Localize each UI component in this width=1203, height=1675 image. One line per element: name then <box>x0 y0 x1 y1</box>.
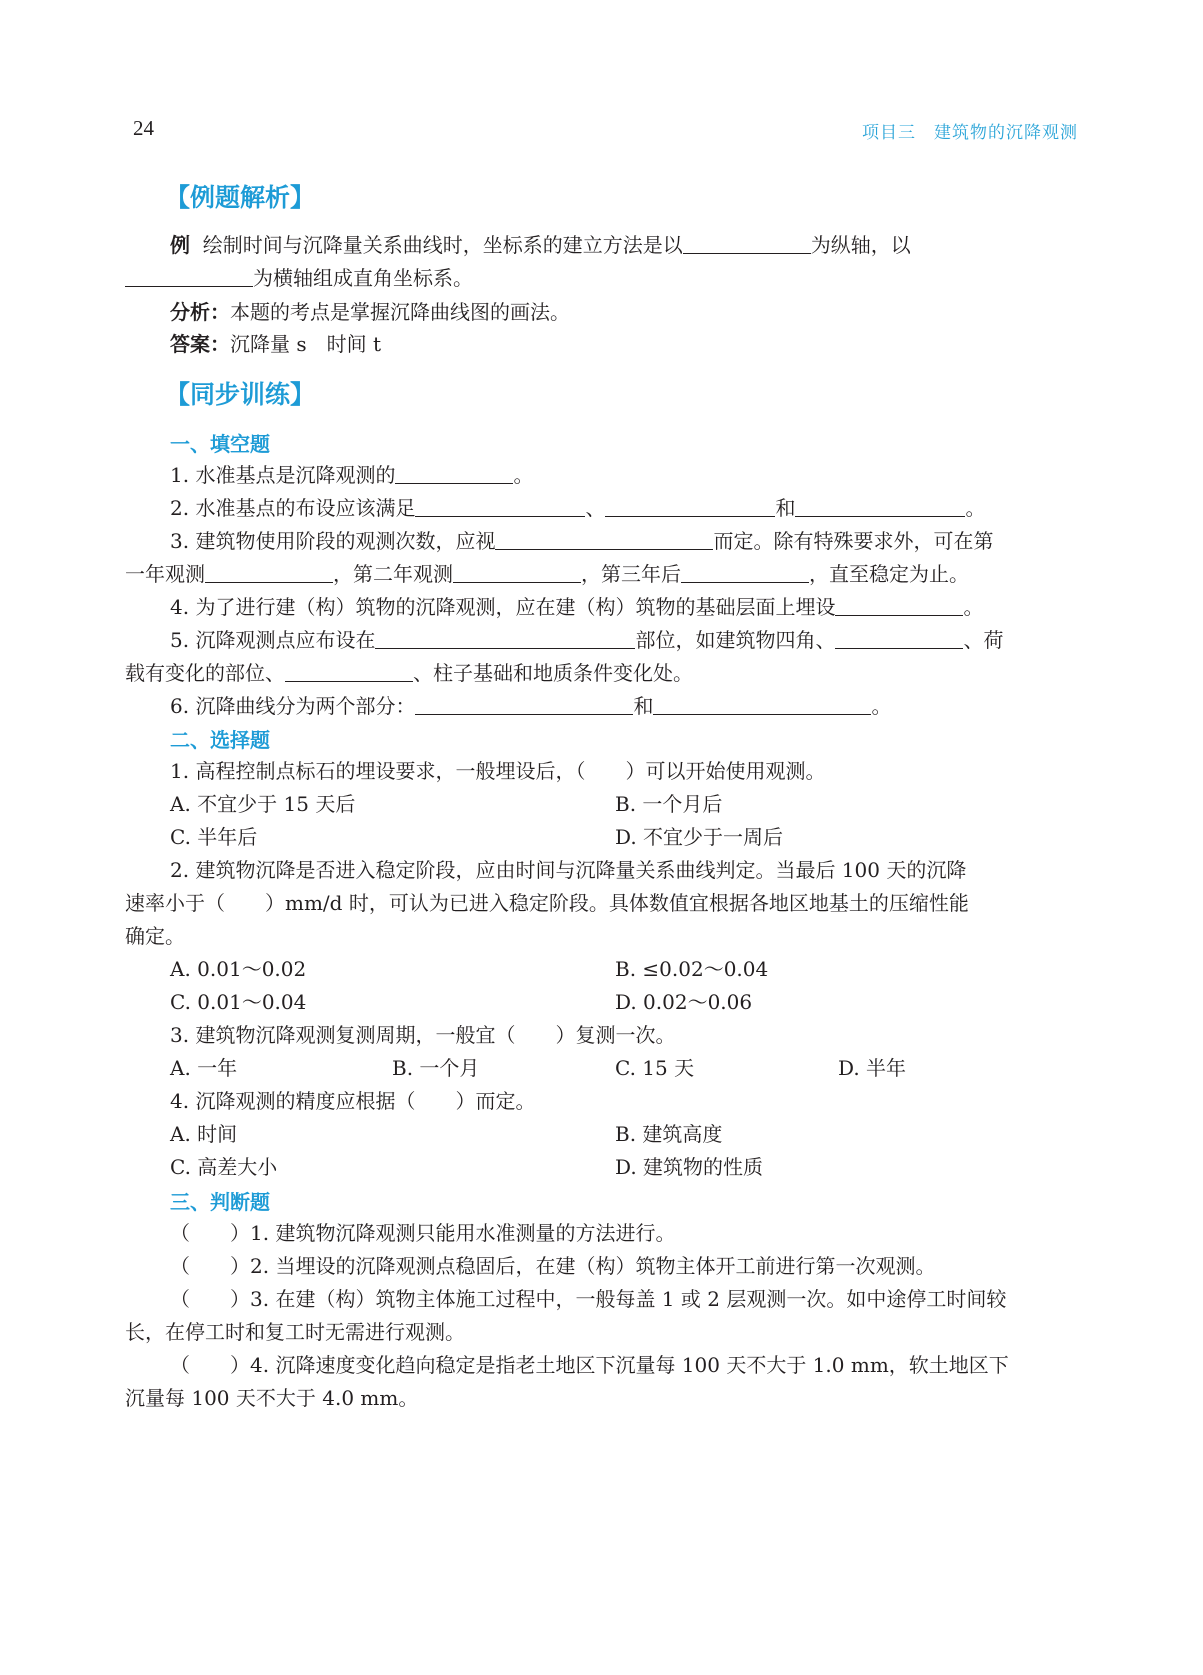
judge-q3-line1: （ ）3. 在建（构）筑物主体施工过程中，一般每盖 1 或 2 层观测一次。如中途停工时间较 <box>170 1287 1007 1311</box>
fill-q4 <box>170 593 983 621</box>
fill-q3-line2 <box>125 560 969 588</box>
choice-q1: 1. 高程控制点标石的埋设要求，一般埋设后，（ ）可以开始使用观测。 <box>170 759 826 783</box>
fill-q5-line1 <box>170 626 1003 654</box>
analysis-text: 本题的考点是掌握沉降曲线图的画法。 <box>230 300 570 324</box>
judge-heading: 三、判断题 <box>170 1190 270 1214</box>
blank <box>795 496 965 517</box>
blank <box>375 628 635 649</box>
blank <box>835 628 963 649</box>
running-title: 项目三 建筑物的沉降观测 <box>862 123 1078 143</box>
judge-q1: （ ）1. 建筑物沉降观测只能用水准测量的方法进行。 <box>170 1221 676 1245</box>
choice-q3-option-d: D. 半年 <box>838 1056 907 1080</box>
blank <box>683 233 811 254</box>
answer-label: 答案： <box>170 332 230 356</box>
fill-q2-text: 2. 水准基点的布设应该满足 <box>170 496 416 520</box>
blank <box>453 562 581 583</box>
choice-q1-option-a: A. 不宜少于 15 天后 <box>170 792 356 816</box>
fill-q3-text-d: ，第二年观测 <box>333 562 453 586</box>
choice-q2-option-d: D. 0.02～0.06 <box>615 990 753 1014</box>
choice-q3-option-c: C. 15 天 <box>615 1056 695 1080</box>
blank <box>653 694 871 715</box>
fill-q2-and: 和 <box>775 496 796 520</box>
fill-q5-text-b: 部位，如建筑物四角、 <box>635 628 836 652</box>
choice-q2-line3: 确定。 <box>125 924 185 948</box>
choice-q3: 3. 建筑物沉降观测复测周期，一般宜（ ）复测一次。 <box>170 1023 676 1047</box>
fill-q6 <box>170 692 891 720</box>
fill-q4-text: 4. 为了进行建（构）筑物的沉降观测，应在建（构）筑物的基础层面上埋设 <box>170 595 836 619</box>
fill-q6-end: 。 <box>871 694 892 718</box>
fill-q4-end: 。 <box>963 595 984 619</box>
choice-q4-option-b: B. 建筑高度 <box>615 1122 723 1146</box>
answer-line <box>170 330 381 358</box>
fill-q6-text: 6. 沉降曲线分为两个部分： <box>170 694 416 718</box>
fill-q3-text-f: ，直至稳定为止。 <box>809 562 969 586</box>
fill-q5-line2 <box>125 659 693 687</box>
example-line-1 <box>170 231 911 259</box>
choice-q2-line1: 2. 建筑物沉降是否进入稳定阶段，应由时间与沉降量关系曲线判定。当最后 100 天的沉降 <box>170 858 967 882</box>
choice-q4-option-a: A. 时间 <box>170 1122 238 1146</box>
choice-q1-option-c: C. 半年后 <box>170 825 258 849</box>
fill-q3-text-c: 一年观测 <box>125 562 205 586</box>
example-text-c: 为横轴组成直角坐标系。 <box>253 266 473 290</box>
fill-q1-text: 1. 水准基点是沉降观测的 <box>170 463 396 487</box>
choice-q2-option-b: B. ≤0.02～0.04 <box>615 957 769 981</box>
example-label: 例 <box>170 233 190 257</box>
fill-q3-text-b: 而定。除有特殊要求外，可在第 <box>713 529 994 553</box>
fill-q2-end: 。 <box>965 496 986 520</box>
choice-q1-option-d: D. 不宜少于一周后 <box>615 825 784 849</box>
fill-q2 <box>170 494 985 522</box>
choice-heading: 二、选择题 <box>170 728 270 752</box>
fill-q3-text-e: ，第三年后 <box>581 562 681 586</box>
fill-heading: 一、填空题 <box>170 432 270 456</box>
fill-q5-text-d: 载有变化的部位、 <box>125 661 285 685</box>
training-heading: 【同步训练】 <box>165 380 316 409</box>
blank <box>205 562 333 583</box>
analysis-label: 分析： <box>170 300 230 324</box>
choice-q2-line2: 速率小于（ ）mm/d 时，可认为已进入稳定阶段。具体数值宜根据各地区地基土的压缩性能 <box>125 891 969 915</box>
blank <box>495 529 713 550</box>
choice-q1-option-b: B. 一个月后 <box>615 792 723 816</box>
judge-q3-line2: 长，在停工时和复工时无需进行观测。 <box>125 1320 465 1344</box>
choice-q3-option-b: B. 一个月 <box>392 1056 480 1080</box>
blank <box>415 694 633 715</box>
choice-q4: 4. 沉降观测的精度应根据（ ）而定。 <box>170 1089 536 1113</box>
page-number: 24 <box>133 116 154 140</box>
fill-q2-sep: 、 <box>585 496 606 520</box>
analysis-line <box>170 298 570 326</box>
fill-q5-text-e: 、柱子基础和地质条件变化处。 <box>413 661 693 685</box>
blank <box>395 463 513 484</box>
blank <box>285 661 413 682</box>
blank <box>125 266 253 287</box>
choice-q4-option-c: C. 高差大小 <box>170 1155 278 1179</box>
judge-q4-line2: 沉量每 100 天不大于 4.0 mm。 <box>125 1386 419 1410</box>
answer-text: 沉降量 s 时间 t <box>230 332 382 356</box>
example-text-b: 为纵轴，以 <box>810 233 911 257</box>
fill-q1-end: 。 <box>513 463 534 487</box>
blank <box>681 562 809 583</box>
fill-q3-line1 <box>170 527 993 555</box>
page-header <box>0 116 1203 146</box>
choice-q3-option-a: A. 一年 <box>170 1056 238 1080</box>
choice-q4-option-d: D. 建筑物的性质 <box>615 1155 764 1179</box>
choice-q2-option-a: A. 0.01～0.02 <box>170 957 307 981</box>
fill-q5-text-c: 、荷 <box>963 628 1004 652</box>
example-line-2 <box>125 264 473 292</box>
fill-q1 <box>170 461 533 489</box>
fill-q5-text-a: 5. 沉降观测点应布设在 <box>170 628 376 652</box>
example-text-a: 绘制时间与沉降量关系曲线时，坐标系的建立方法是以 <box>202 233 683 257</box>
judge-q4-line1: （ ）4. 沉降速度变化趋向稳定是指老土地区下沉量每 100 天不大于 1.0 mm，软土地区下 <box>170 1353 1009 1377</box>
blank <box>415 496 585 517</box>
choice-q2-option-c: C. 0.01～0.04 <box>170 990 307 1014</box>
blank <box>605 496 775 517</box>
example-heading: 【例题解析】 <box>165 183 316 212</box>
fill-q3-text-a: 3. 建筑物使用阶段的观测次数，应视 <box>170 529 496 553</box>
judge-q2: （ ）2. 当埋设的沉降观测点稳固后，在建（构）筑物主体开工前进行第一次观测。 <box>170 1254 936 1278</box>
fill-q6-and: 和 <box>633 694 654 718</box>
blank <box>835 595 963 616</box>
